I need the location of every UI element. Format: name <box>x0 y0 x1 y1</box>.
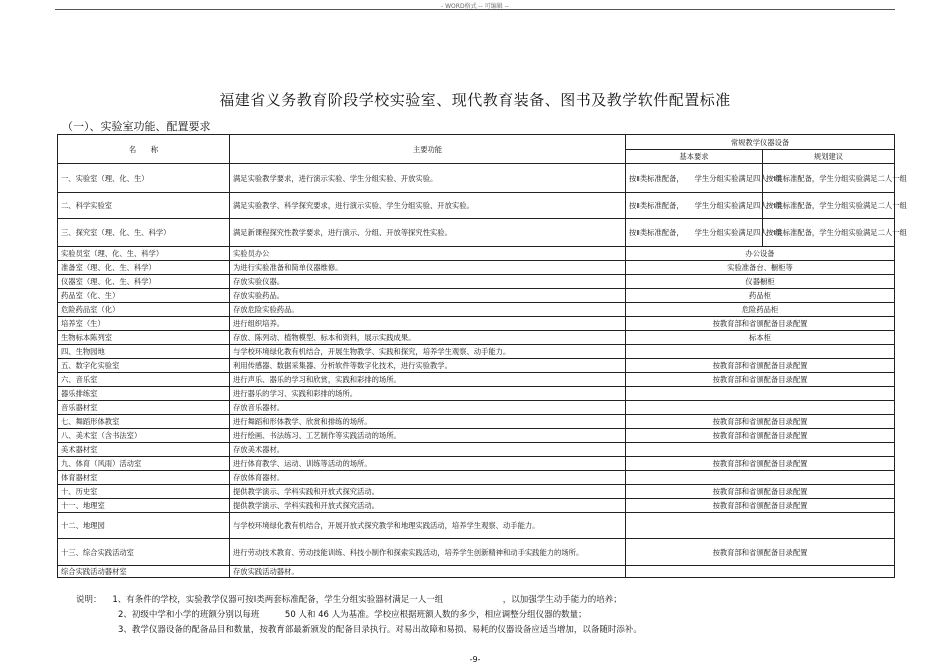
room-name: 十一、地理室 <box>58 499 230 513</box>
room-name: 四、生物园地 <box>58 345 230 359</box>
table-row <box>58 499 895 513</box>
room-function: 进行舞蹈和形体教学、欣赏和排练的场所。 <box>230 415 626 429</box>
room-function: 利用传感器、数据采集器、分析软件等数字化技术，进行实验教学。 <box>230 359 626 373</box>
table-row <box>58 457 895 471</box>
room-function: 存放实验药品。 <box>230 289 626 303</box>
table-row <box>58 303 895 317</box>
table-row <box>58 443 895 457</box>
room-name: 十二、地理园 <box>58 513 230 539</box>
table-row <box>58 471 895 485</box>
table-row <box>58 373 895 387</box>
room-function: 存放、陈列动、植物模型、标本和资料，展示实践成果。 <box>230 331 626 345</box>
table-row <box>58 401 895 415</box>
header-equipment: 常规教学仪器设备 <box>626 135 895 150</box>
table-row <box>58 289 895 303</box>
room-name: 八、美术室（含书法室） <box>58 429 230 443</box>
equipment: 危险药品柜 <box>626 303 895 317</box>
room-name: 美术器材室 <box>58 443 230 457</box>
header-function: 主要功能 <box>230 135 626 164</box>
room-function: 与学校环境绿化教有机结合，开展开放式探究教学和地理实践活动，培养学生观察、动手能力。 <box>230 513 626 539</box>
equipment: 标本柜 <box>626 331 895 345</box>
room-function: 与学校环境绿化教有机结合，开展生物教学、实践和探究，培养学生观察、动手能力。 <box>230 345 626 359</box>
room-function: 提供教学演示、学科实践和开放式探究活动。 <box>230 499 626 513</box>
equipment <box>626 566 895 578</box>
equipment <box>626 401 895 415</box>
equipment <box>626 345 895 359</box>
table-row <box>58 387 895 401</box>
room-name: 仪器室（理、化、生、科学） <box>58 275 230 289</box>
room-function: 存放危险实验药品。 <box>230 303 626 317</box>
room-function: 满足新课程探究性教学要求，进行演示、分组、开放等探究性实验。 <box>230 219 626 247</box>
document-title: 福建省义务教育阶段学校实验室、现代教育装备、图书及教学软件配置标准 <box>219 91 731 109</box>
notes-block <box>76 593 642 638</box>
table-row <box>58 513 895 539</box>
room-name: 十三、综合实践活动室 <box>58 539 230 566</box>
header-row <box>58 135 895 150</box>
equipment: 办公设备 <box>626 247 895 261</box>
room-function: 为进行实验准备和简单仪器维修。 <box>230 261 626 275</box>
room-function: 满足实验教学、科学探究要求，进行演示实验、学生分组实验、开放实验。 <box>230 193 626 219</box>
table-row <box>58 566 895 578</box>
room-function: 进行体育教学、运动、训练等活动的场所。 <box>230 457 626 471</box>
room-name: 器乐排练室 <box>58 387 230 401</box>
room-name: 十、历史室 <box>58 485 230 499</box>
room-name: 实验员室（理、化、生、科学） <box>58 247 230 261</box>
table-row <box>58 485 895 499</box>
room-name: 准备室（理、化、生、科学） <box>58 261 230 275</box>
equipment: 按教育部和省颁配备目录配置 <box>626 457 895 471</box>
room-name: 培养室（生） <box>58 317 230 331</box>
room-function: 进行组织培养。 <box>230 317 626 331</box>
equipment: 按教育部和省颁配备目录配置 <box>626 373 895 387</box>
room-name: 生物标本陈列室 <box>58 331 230 345</box>
table-row <box>58 345 895 359</box>
room-function: 进行劳动技术教育、劳动技能训练、科技小制作和探索实践活动，培养学生创新精神和动手实践能力的场所。 <box>230 539 626 566</box>
equipment: 仪器橱柜 <box>626 275 895 289</box>
header-plan: 规划建议 <box>763 150 895 164</box>
table-row <box>58 429 895 443</box>
basic-requirement: 按Ⅱ类标准配备， 学生分组实验满足四人一组 <box>626 193 763 219</box>
table-row <box>58 359 895 373</box>
header-text: - WORD格式 -- 可编辑 -- <box>441 3 509 10</box>
room-function: 进行绘画、书法练习、工艺制作等实践活动的场所。 <box>230 429 626 443</box>
room-name: 药品室（化、生） <box>58 289 230 303</box>
note-item-3: 3、教学仪器设备的配备品目和数量，按教育部最新颁发的配备目录执行。对易出故障和易损、易耗的仪器设备应适当增加，以备随时添补。 <box>118 625 642 635</box>
plan-suggestion: 按Ⅰ类标准配备，学生分组实验满足二人一组 <box>763 219 895 247</box>
plan-suggestion: 按Ⅰ类标准配备，学生分组实验满足二人一组 <box>763 164 895 193</box>
room-function: 存放体育器材。 <box>230 471 626 485</box>
equipment <box>626 443 895 457</box>
equipment: 按教育部和省颁配备目录配置 <box>626 539 895 566</box>
room-name: 五、数字化实验室 <box>58 359 230 373</box>
table-row <box>58 164 895 193</box>
table-row <box>58 539 895 566</box>
table-row <box>58 275 895 289</box>
equipment: 按教育部和省颁配备目录配置 <box>626 499 895 513</box>
basic-requirement: 按Ⅱ类标准配备， 学生分组实验满足四人一组 <box>626 219 763 247</box>
room-function: 存放实验仪器。 <box>230 275 626 289</box>
equipment: 实验准备台、橱柜等 <box>626 261 895 275</box>
equipment <box>626 513 895 539</box>
equipment: 药品柜 <box>626 289 895 303</box>
equipment: 按教育部和省颁配备目录配置 <box>626 429 895 443</box>
table-row <box>58 247 895 261</box>
equipment: 按教育部和省颁配备目录配置 <box>626 415 895 429</box>
note-item-1: 1、有条件的学校，实验教学仪器可按Ⅰ类两套标准配备，学生分组实验器材满足一人一组 ，以加强学生动手能力的培养； <box>112 595 622 605</box>
page-number: -9- <box>469 655 481 664</box>
equipment: 按教育部和省颁配备目录配置 <box>626 359 895 373</box>
room-name: 九、体育（风雨）活动室 <box>58 457 230 471</box>
room-name: 六、音乐室 <box>58 373 230 387</box>
notes-label: 说明： <box>76 595 102 605</box>
room-function: 存放美术器材。 <box>230 443 626 457</box>
room-function: 存放音乐器材。 <box>230 401 626 415</box>
room-function: 进行声乐、器乐的学习和欣赏，实践和彩排的场所。 <box>230 373 626 387</box>
header-basic: 基本要求 <box>626 150 763 164</box>
table-row <box>58 219 895 247</box>
section-heading: （一）、实验室功能、配置要求 <box>62 120 211 133</box>
room-name: 七、舞蹈形体教室 <box>58 415 230 429</box>
room-name: 体育器材室 <box>58 471 230 485</box>
lab-config-table <box>57 134 907 578</box>
room-name: 二、科学实验室 <box>58 193 230 219</box>
equipment: 按教育部和省颁配备目录配置 <box>626 317 895 331</box>
equipment: 按教育部和省颁配备目录配置 <box>626 485 895 499</box>
table-row <box>58 415 895 429</box>
room-name: 危险药品室（化） <box>58 303 230 317</box>
basic-requirement: 按Ⅱ类标准配备， 学生分组实验满足四人一组 <box>626 164 763 193</box>
table-row <box>58 317 895 331</box>
room-function: 满足实验教学要求，进行演示实验、学生分组实验、开放实验。 <box>230 164 626 193</box>
room-name: 综合实践活动器材室 <box>58 566 230 578</box>
equipment <box>626 387 895 401</box>
note-line-1 <box>76 593 642 608</box>
header-rule <box>55 9 895 10</box>
header-name: 名 称 <box>58 135 230 164</box>
plan-suggestion: 按Ⅰ类标准配备，学生分组实验满足二人一组 <box>763 193 895 219</box>
note-item-2: 2、初级中学和小学的班额分别以每班 50 人和 46 人为基准。学校应根据班额人数的多少，相应调整分组仪器的数量； <box>118 610 587 620</box>
room-name: 三、探究室（理、化、生、科学） <box>58 219 230 247</box>
room-function: 提供教学演示、学科实践和开放式探究活动。 <box>230 485 626 499</box>
room-function: 进行器乐的学习、实践和彩排的场所。 <box>230 387 626 401</box>
table-row <box>58 261 895 275</box>
room-function: 实验员办公 <box>230 247 626 261</box>
room-name: 音乐器材室 <box>58 401 230 415</box>
table-row <box>58 193 895 219</box>
room-function: 存放实践活动器材。 <box>230 566 626 578</box>
room-name: 一、实验室（理、化、生） <box>58 164 230 193</box>
equipment <box>626 471 895 485</box>
table-row <box>58 331 895 345</box>
